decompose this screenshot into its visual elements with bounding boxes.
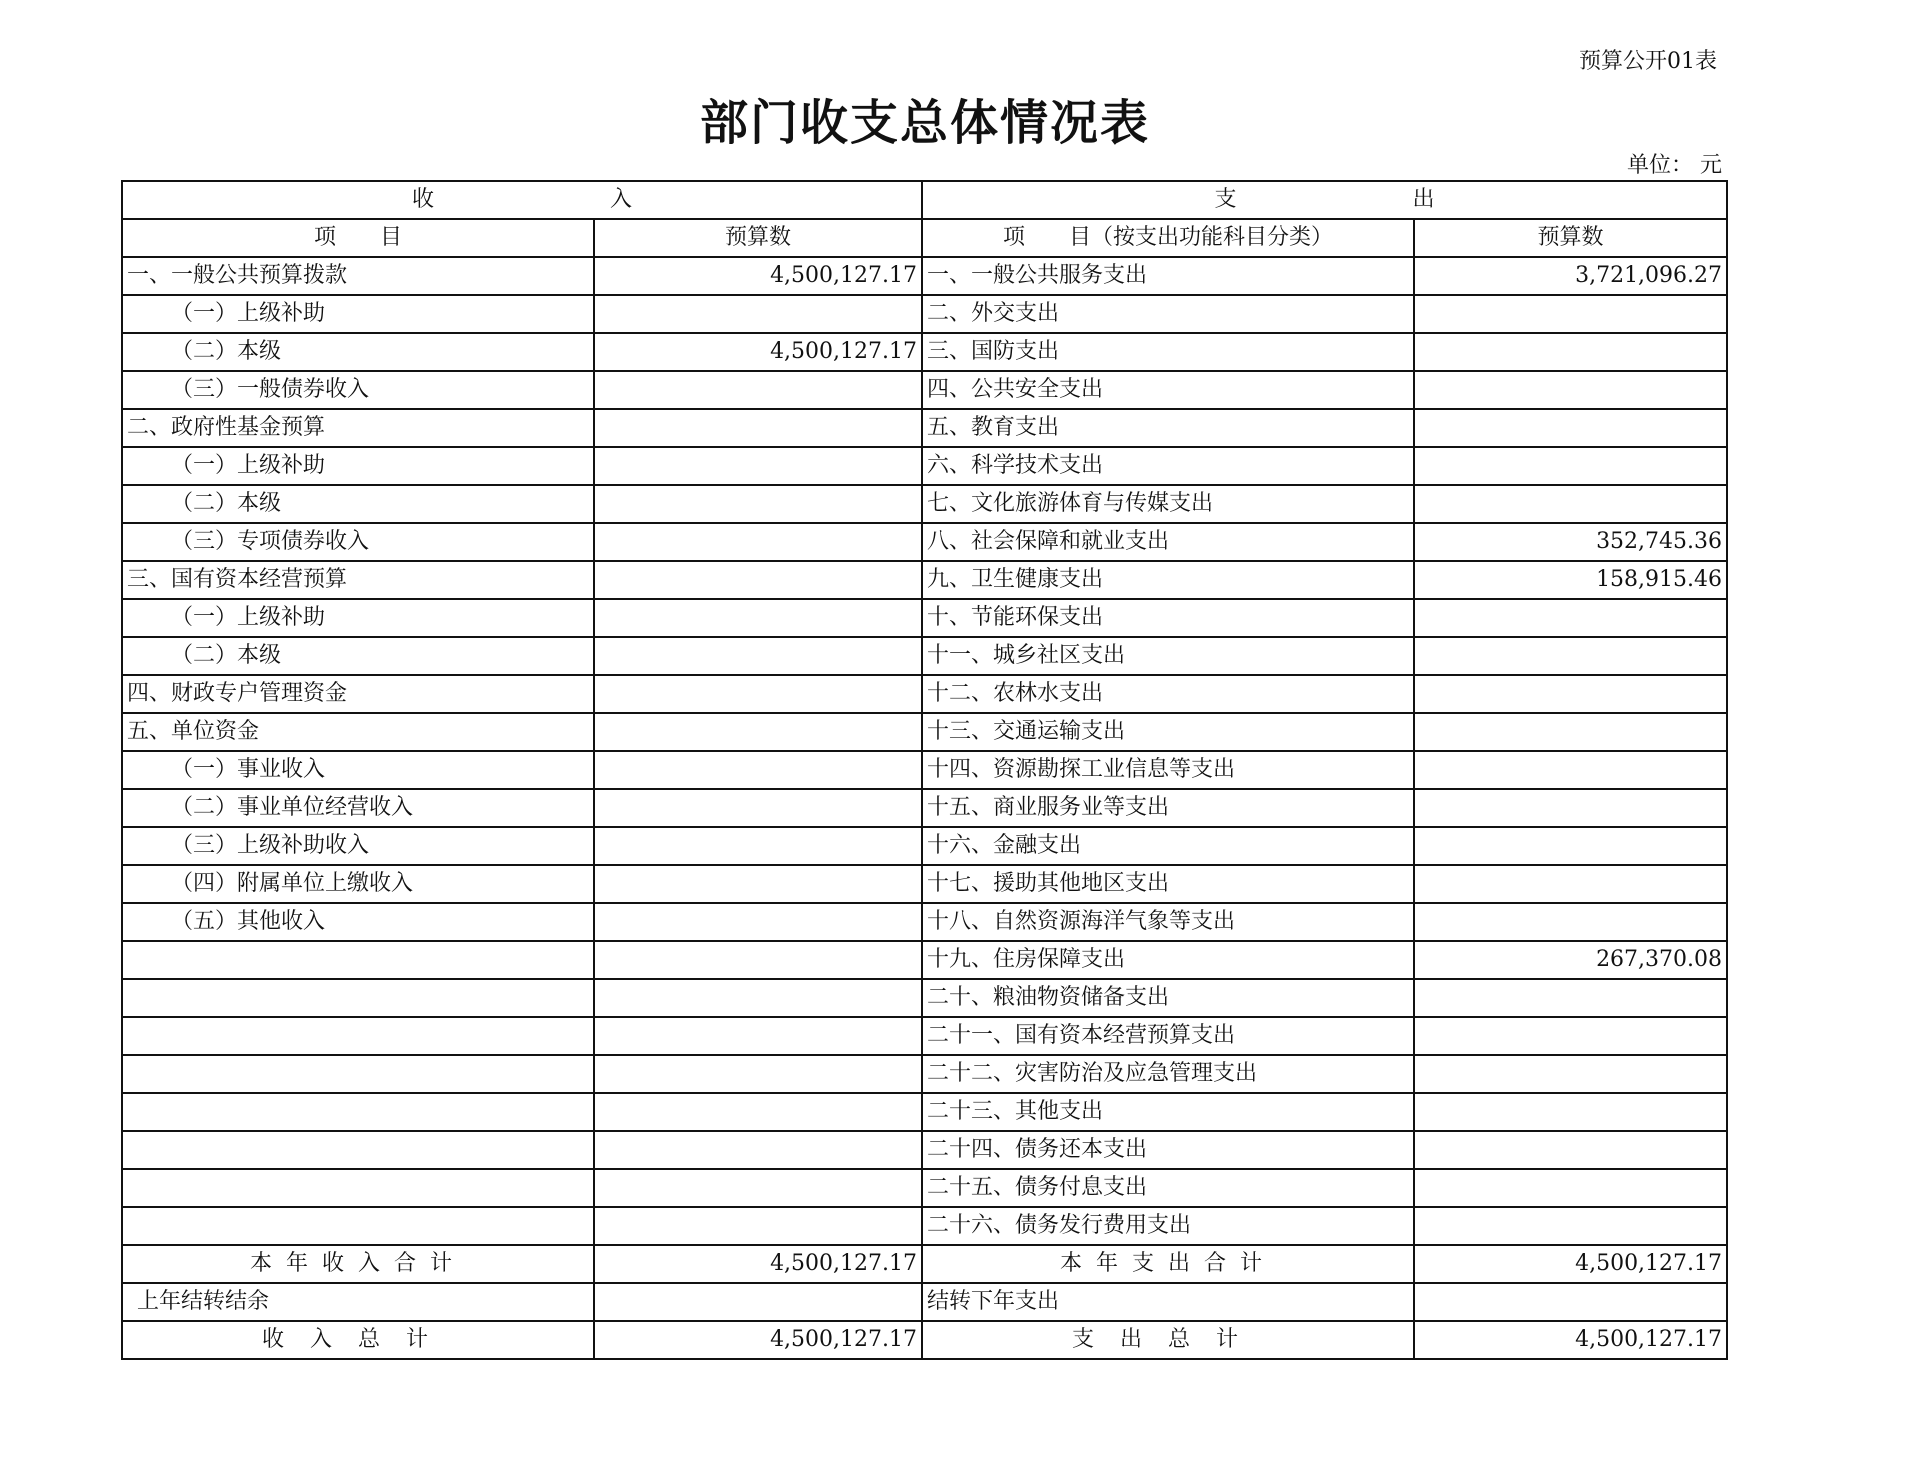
income-item-cell: 四、财政专户管理资金 <box>122 675 594 713</box>
table-row <box>122 447 1727 485</box>
expense-item-cell: 二十、粮油物资储备支出 <box>922 979 1414 1017</box>
income-value-cell <box>594 1207 922 1245</box>
expense-total-label: 支出总计 <box>922 1321 1414 1359</box>
expense-value-cell <box>1414 1207 1727 1245</box>
expense-item-cell: 十八、自然资源海洋气象等支出 <box>922 903 1414 941</box>
income-item-cell: （二）本级 <box>122 333 594 371</box>
income-item-cell: （三）专项债券收入 <box>122 523 594 561</box>
expense-value-cell <box>1414 979 1727 1017</box>
year-income-value: 4,500,127.17 <box>594 1245 922 1283</box>
expense-item-cell: 二十四、债务还本支出 <box>922 1131 1414 1169</box>
expense-budget-header: 预算数 <box>1414 219 1727 257</box>
expense-item-header: 项 目（按支出功能科目分类） <box>922 219 1414 257</box>
carry-forward-value <box>1414 1283 1727 1321</box>
expense-item-cell: 十五、商业服务业等支出 <box>922 789 1414 827</box>
expense-value-cell <box>1414 903 1727 941</box>
table-row <box>122 561 1727 599</box>
expense-value-cell <box>1414 599 1727 637</box>
income-header: 收 入 <box>122 181 922 219</box>
expense-item-cell: 二、外交支出 <box>922 295 1414 333</box>
income-value-cell <box>594 865 922 903</box>
income-item-cell: （五）其他收入 <box>122 903 594 941</box>
expense-item-cell: 十四、资源勘探工业信息等支出 <box>922 751 1414 789</box>
table-row <box>122 1131 1727 1169</box>
expense-item-cell: 六、科学技术支出 <box>922 447 1414 485</box>
income-item-cell: （四）附属单位上缴收入 <box>122 865 594 903</box>
income-value-cell <box>594 599 922 637</box>
income-item-cell: （一）上级补助 <box>122 295 594 333</box>
carryover-value <box>594 1283 922 1321</box>
expense-item-cell: 九、卫生健康支出 <box>922 561 1414 599</box>
expense-value-cell <box>1414 1017 1727 1055</box>
expense-value-cell <box>1414 371 1727 409</box>
header-row-section <box>122 181 1727 219</box>
table-row <box>122 1169 1727 1207</box>
income-value-cell <box>594 751 922 789</box>
expense-item-cell: 五、教育支出 <box>922 409 1414 447</box>
year-income-label: 本年收入合计 <box>122 1245 594 1283</box>
expense-item-cell: 八、社会保障和就业支出 <box>922 523 1414 561</box>
income-value-cell: 4,500,127.17 <box>594 257 922 295</box>
income-item-cell: （三）上级补助收入 <box>122 827 594 865</box>
table-row <box>122 637 1727 675</box>
income-value-cell <box>594 979 922 1017</box>
header-row-columns <box>122 219 1727 257</box>
income-item-cell: 一、一般公共预算拨款 <box>122 257 594 295</box>
income-item-cell <box>122 1093 594 1131</box>
income-item-cell <box>122 1017 594 1055</box>
income-value-cell <box>594 713 922 751</box>
table-body <box>122 257 1727 1245</box>
table-row <box>122 333 1727 371</box>
income-value-cell <box>594 675 922 713</box>
income-item-cell <box>122 1131 594 1169</box>
expense-item-cell: 十一、城乡社区支出 <box>922 637 1414 675</box>
income-value-cell <box>594 941 922 979</box>
income-value-cell <box>594 295 922 333</box>
expense-item-cell: 七、文化旅游体育与传媒支出 <box>922 485 1414 523</box>
income-value-cell <box>594 903 922 941</box>
expense-value-cell <box>1414 333 1727 371</box>
expense-value-cell <box>1414 1131 1727 1169</box>
table-row <box>122 903 1727 941</box>
income-value-cell <box>594 409 922 447</box>
table-row <box>122 523 1727 561</box>
table-row <box>122 1017 1727 1055</box>
carryover-label: 上年结转结余 <box>122 1283 594 1321</box>
expense-value-cell <box>1414 295 1727 333</box>
budget-table <box>121 180 1728 1360</box>
income-item-cell: （一）事业收入 <box>122 751 594 789</box>
table-row <box>122 789 1727 827</box>
income-value-cell <box>594 371 922 409</box>
income-item-cell: （一）上级补助 <box>122 599 594 637</box>
income-value-cell <box>594 1017 922 1055</box>
expense-item-cell: 一、一般公共服务支出 <box>922 257 1414 295</box>
expense-value-cell <box>1414 1093 1727 1131</box>
income-item-header: 项 目 <box>122 219 594 257</box>
totals-body <box>122 1245 1727 1359</box>
income-value-cell <box>594 637 922 675</box>
table-row <box>122 599 1727 637</box>
expense-value-cell <box>1414 1169 1727 1207</box>
expense-item-cell: 十七、援助其他地区支出 <box>922 865 1414 903</box>
expense-item-cell: 四、公共安全支出 <box>922 371 1414 409</box>
expense-item-cell: 二十五、债务付息支出 <box>922 1169 1414 1207</box>
carry-forward-label: 结转下年支出 <box>922 1283 1414 1321</box>
table-row <box>122 865 1727 903</box>
table-row <box>122 713 1727 751</box>
expense-item-cell: 二十六、债务发行费用支出 <box>922 1207 1414 1245</box>
expense-value-cell <box>1414 637 1727 675</box>
table-row <box>122 827 1727 865</box>
expense-item-cell: 十二、农林水支出 <box>922 675 1414 713</box>
income-item-cell: （二）事业单位经营收入 <box>122 789 594 827</box>
income-item-cell <box>122 1207 594 1245</box>
expense-value-cell <box>1414 485 1727 523</box>
table-row <box>122 979 1727 1017</box>
table-row <box>122 409 1727 447</box>
table-row <box>122 295 1727 333</box>
income-value-cell <box>594 447 922 485</box>
income-total-value: 4,500,127.17 <box>594 1321 922 1359</box>
income-value-cell <box>594 1093 922 1131</box>
income-item-cell: （一）上级补助 <box>122 447 594 485</box>
income-budget-header: 预算数 <box>594 219 922 257</box>
unit-label: 单位： 元 <box>1627 153 1722 178</box>
income-item-cell <box>122 941 594 979</box>
expense-value-cell <box>1414 447 1727 485</box>
income-item-cell <box>122 1055 594 1093</box>
expense-item-cell: 十、节能环保支出 <box>922 599 1414 637</box>
income-value-cell <box>594 485 922 523</box>
income-value-cell <box>594 1055 922 1093</box>
table-row <box>122 485 1727 523</box>
expense-value-cell <box>1414 409 1727 447</box>
income-value-cell <box>594 1169 922 1207</box>
expense-value-cell <box>1414 751 1727 789</box>
expense-item-cell: 二十二、灾害防治及应急管理支出 <box>922 1055 1414 1093</box>
expense-value-cell: 158,915.46 <box>1414 561 1727 599</box>
income-value-cell <box>594 561 922 599</box>
income-item-cell: 三、国有资本经营预算 <box>122 561 594 599</box>
table-row <box>122 257 1727 295</box>
expense-item-cell: 二十三、其他支出 <box>922 1093 1414 1131</box>
table-row <box>122 371 1727 409</box>
income-item-cell <box>122 979 594 1017</box>
expense-item-cell: 三、国防支出 <box>922 333 1414 371</box>
income-item-cell: （三）一般债券收入 <box>122 371 594 409</box>
table-row <box>122 675 1727 713</box>
income-value-cell: 4,500,127.17 <box>594 333 922 371</box>
income-item-cell <box>122 1169 594 1207</box>
total-row-carry <box>122 1283 1727 1321</box>
expense-value-cell <box>1414 827 1727 865</box>
expense-value-cell: 352,745.36 <box>1414 523 1727 561</box>
form-id: 预算公开01表 <box>1579 49 1717 74</box>
expense-item-cell: 十六、金融支出 <box>922 827 1414 865</box>
expense-value-cell: 267,370.08 <box>1414 941 1727 979</box>
year-expense-label: 本年支出合计 <box>922 1245 1414 1283</box>
expense-item-cell: 十九、住房保障支出 <box>922 941 1414 979</box>
expense-value-cell <box>1414 789 1727 827</box>
total-row-grand <box>122 1321 1727 1359</box>
expense-item-cell: 十三、交通运输支出 <box>922 713 1414 751</box>
income-value-cell <box>594 827 922 865</box>
income-item-cell: 二、政府性基金预算 <box>122 409 594 447</box>
income-value-cell <box>594 789 922 827</box>
income-item-cell: （二）本级 <box>122 637 594 675</box>
page-title: 部门收支总体情况表 <box>699 95 1150 151</box>
expense-value-cell <box>1414 865 1727 903</box>
table-row <box>122 941 1727 979</box>
expense-value-cell <box>1414 675 1727 713</box>
table-row <box>122 1055 1727 1093</box>
income-item-cell: （二）本级 <box>122 485 594 523</box>
expense-value-cell <box>1414 713 1727 751</box>
expense-total-value: 4,500,127.17 <box>1414 1321 1727 1359</box>
expense-header: 支 出 <box>922 181 1727 219</box>
expense-value-cell <box>1414 1055 1727 1093</box>
table-row <box>122 1093 1727 1131</box>
expense-item-cell: 二十一、国有资本经营预算支出 <box>922 1017 1414 1055</box>
expense-value-cell: 3,721,096.27 <box>1414 257 1727 295</box>
year-expense-value: 4,500,127.17 <box>1414 1245 1727 1283</box>
table-row <box>122 751 1727 789</box>
income-value-cell <box>594 1131 922 1169</box>
income-total-label: 收入总计 <box>122 1321 594 1359</box>
income-value-cell <box>594 523 922 561</box>
income-item-cell: 五、单位资金 <box>122 713 594 751</box>
table-row <box>122 1207 1727 1245</box>
total-row-year <box>122 1245 1727 1283</box>
